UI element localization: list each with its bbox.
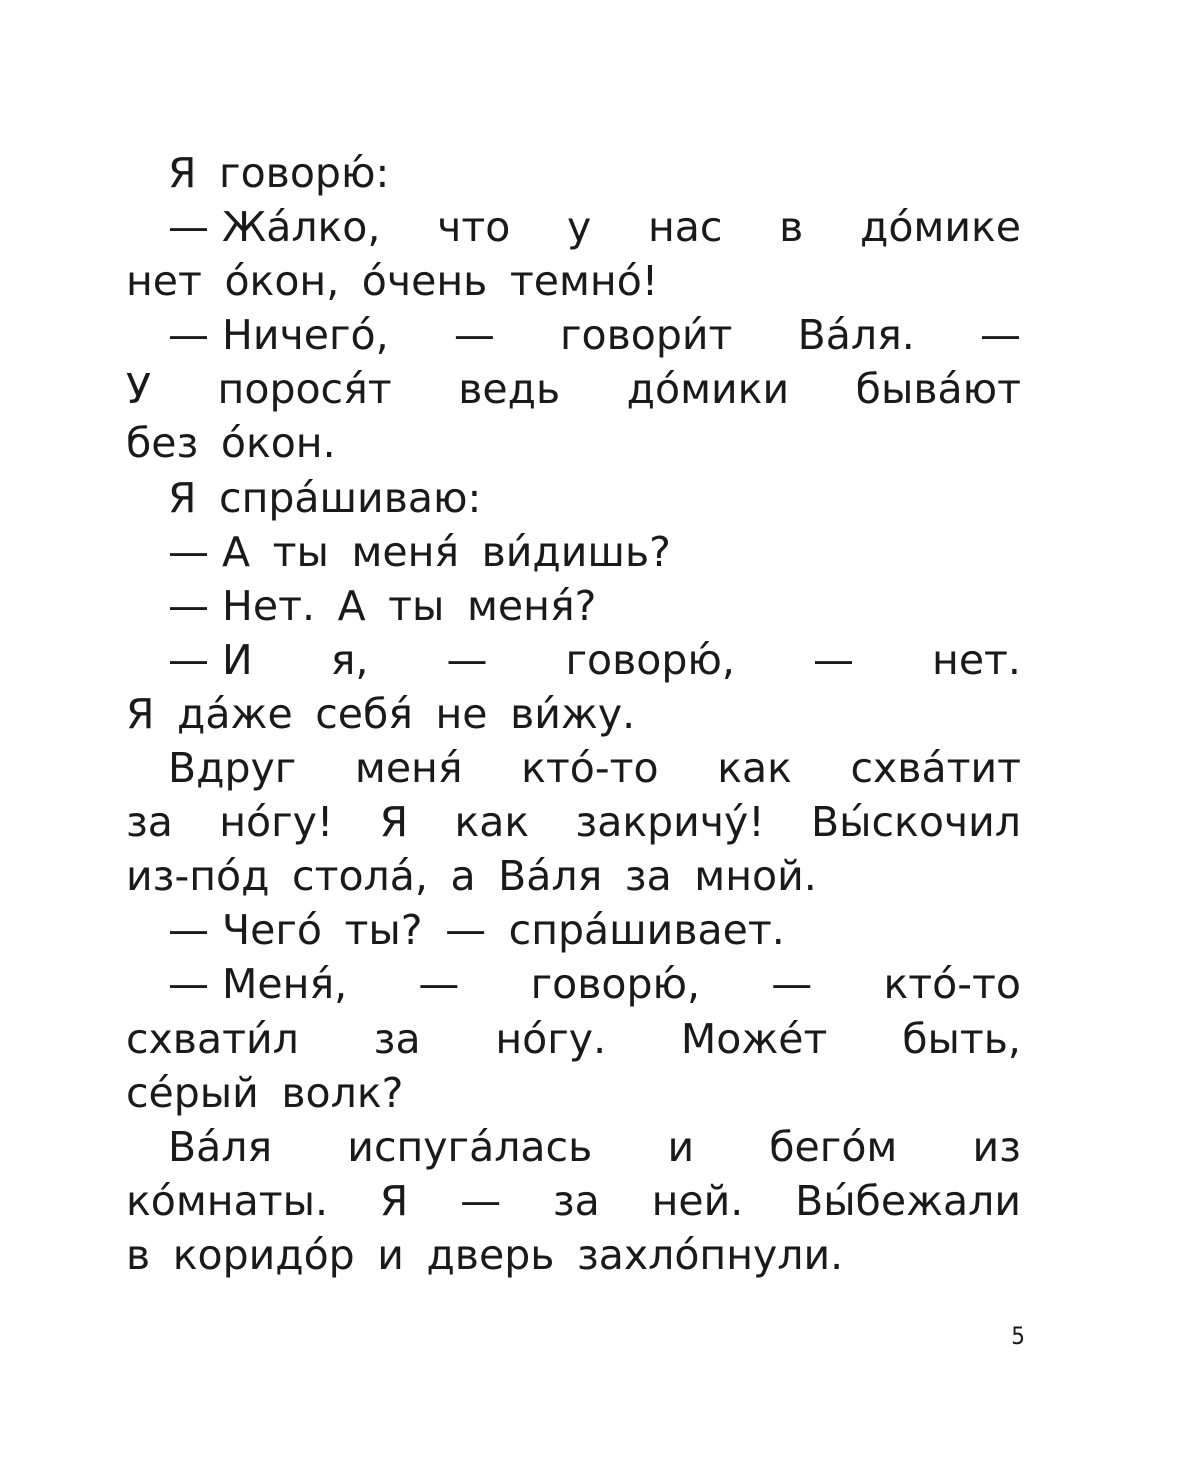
word: в xyxy=(126,1230,151,1279)
word: как xyxy=(717,744,792,793)
word: ви́жу. xyxy=(510,689,636,738)
text-line xyxy=(126,903,1021,957)
word: бего́м xyxy=(769,1122,898,1171)
word: говорю́, xyxy=(565,635,735,684)
word: — xyxy=(453,311,495,360)
word: се́рый xyxy=(126,1068,259,1117)
word: Ва́ля xyxy=(498,852,603,901)
word: ви́дишь? xyxy=(481,527,671,576)
word: захло́пнули. xyxy=(576,1230,844,1279)
word: я, xyxy=(330,635,369,684)
word: до́мики xyxy=(626,365,790,414)
word: закричу́! xyxy=(575,798,765,847)
word: Вы́бежали xyxy=(795,1176,1021,1225)
text-line xyxy=(126,362,1021,416)
word: меня́? xyxy=(466,581,597,630)
word: спра́шиваю: xyxy=(219,473,482,522)
word: но́гу! xyxy=(219,798,334,847)
text-line xyxy=(126,687,1021,741)
word: — Нет. xyxy=(168,581,316,630)
word: нет xyxy=(126,257,202,306)
text-line xyxy=(126,525,1021,579)
text-line xyxy=(126,308,1021,362)
text-line xyxy=(126,633,1021,687)
word: — xyxy=(460,1176,502,1225)
word: ней. xyxy=(651,1176,744,1225)
word: ты xyxy=(388,581,445,630)
text-line xyxy=(126,849,1021,903)
word: нас xyxy=(647,203,723,252)
word: быть, xyxy=(902,1014,1021,1063)
word: Вдруг xyxy=(168,744,297,793)
page-number: 5 xyxy=(1011,1322,1025,1350)
text-line xyxy=(126,1066,1021,1120)
word: у xyxy=(567,203,592,252)
word: — Чего́ xyxy=(168,906,322,955)
text-line xyxy=(126,146,1021,200)
word: в xyxy=(779,203,804,252)
word: У xyxy=(126,365,151,414)
word: как xyxy=(454,798,530,847)
text-line xyxy=(126,1174,1021,1228)
word: из xyxy=(972,1122,1021,1171)
word: спра́шивает. xyxy=(508,906,785,955)
word: и xyxy=(377,1230,404,1279)
text-line xyxy=(126,1120,1021,1174)
word: и xyxy=(667,1122,695,1171)
word: — Жа́лко, xyxy=(168,203,381,252)
text-line xyxy=(126,795,1021,849)
word: а xyxy=(450,852,476,901)
text-line xyxy=(126,416,1021,470)
word: говорю́: xyxy=(219,149,390,197)
word: ты xyxy=(272,527,329,576)
word: меня́ xyxy=(351,527,460,576)
word: ведь xyxy=(458,365,561,414)
word: за xyxy=(624,852,672,901)
text-line xyxy=(126,957,1021,1011)
word: нет. xyxy=(932,635,1021,684)
text-line xyxy=(126,471,1021,525)
word: А xyxy=(337,581,366,630)
word: — xyxy=(445,906,487,955)
word: себя́ xyxy=(315,689,413,738)
word: что xyxy=(437,203,511,252)
word: без xyxy=(126,419,199,468)
word: Я xyxy=(168,149,197,197)
word: — Меня́, xyxy=(168,960,348,1009)
word: — xyxy=(771,960,813,1009)
word: темно́! xyxy=(509,257,659,306)
word: коридо́р xyxy=(172,1230,355,1279)
text-line xyxy=(126,200,1021,254)
word: Я xyxy=(168,473,197,522)
word: испуга́лась xyxy=(347,1122,593,1171)
word: Я xyxy=(126,689,155,738)
word: ко́мнаты. xyxy=(126,1176,328,1225)
word: меня́ xyxy=(354,744,463,793)
word: — xyxy=(446,635,488,684)
word: — Ничего́, xyxy=(168,311,389,360)
text-line xyxy=(126,741,1021,795)
word: волк? xyxy=(281,1068,404,1117)
text-line xyxy=(126,1228,1021,1282)
word: до́мике xyxy=(859,203,1021,252)
word: да́же xyxy=(177,689,293,738)
word: говорю́, xyxy=(530,960,701,1009)
word: не xyxy=(435,689,488,738)
word: — xyxy=(418,960,460,1009)
word: Може́т xyxy=(680,1014,828,1063)
text-line xyxy=(126,1012,1021,1066)
word: Вы́скочил xyxy=(811,798,1021,847)
text-line xyxy=(126,579,1021,633)
word: ты? xyxy=(344,906,423,955)
page-text xyxy=(126,146,1021,1282)
word: — И xyxy=(168,635,253,684)
word: — xyxy=(979,311,1021,360)
word: о́кон. xyxy=(220,419,336,468)
word: — xyxy=(812,635,854,684)
word: о́кон, xyxy=(224,257,340,306)
word: порося́т xyxy=(217,365,392,414)
word: схва́тит xyxy=(850,744,1021,793)
word: — А xyxy=(168,527,251,576)
word: за xyxy=(126,798,173,847)
word: но́гу. xyxy=(495,1014,607,1063)
word: Я xyxy=(379,798,409,847)
text-line xyxy=(126,254,1021,308)
word: Я xyxy=(379,1176,409,1225)
word: кто́-то xyxy=(883,960,1021,1009)
word: стола́, xyxy=(292,852,428,901)
word: кто́-то xyxy=(521,744,659,793)
word: о́чень xyxy=(361,257,488,306)
word: за xyxy=(552,1176,600,1225)
word: за xyxy=(373,1014,421,1063)
word: Ва́ля. xyxy=(797,311,915,360)
word: схвати́л xyxy=(126,1014,299,1063)
word: дверь xyxy=(426,1230,555,1279)
word: быва́ют xyxy=(855,365,1021,414)
word: говори́т xyxy=(560,311,733,360)
word: Ва́ля xyxy=(168,1122,273,1171)
word: из-по́д xyxy=(126,852,270,901)
word: мной. xyxy=(694,852,817,901)
